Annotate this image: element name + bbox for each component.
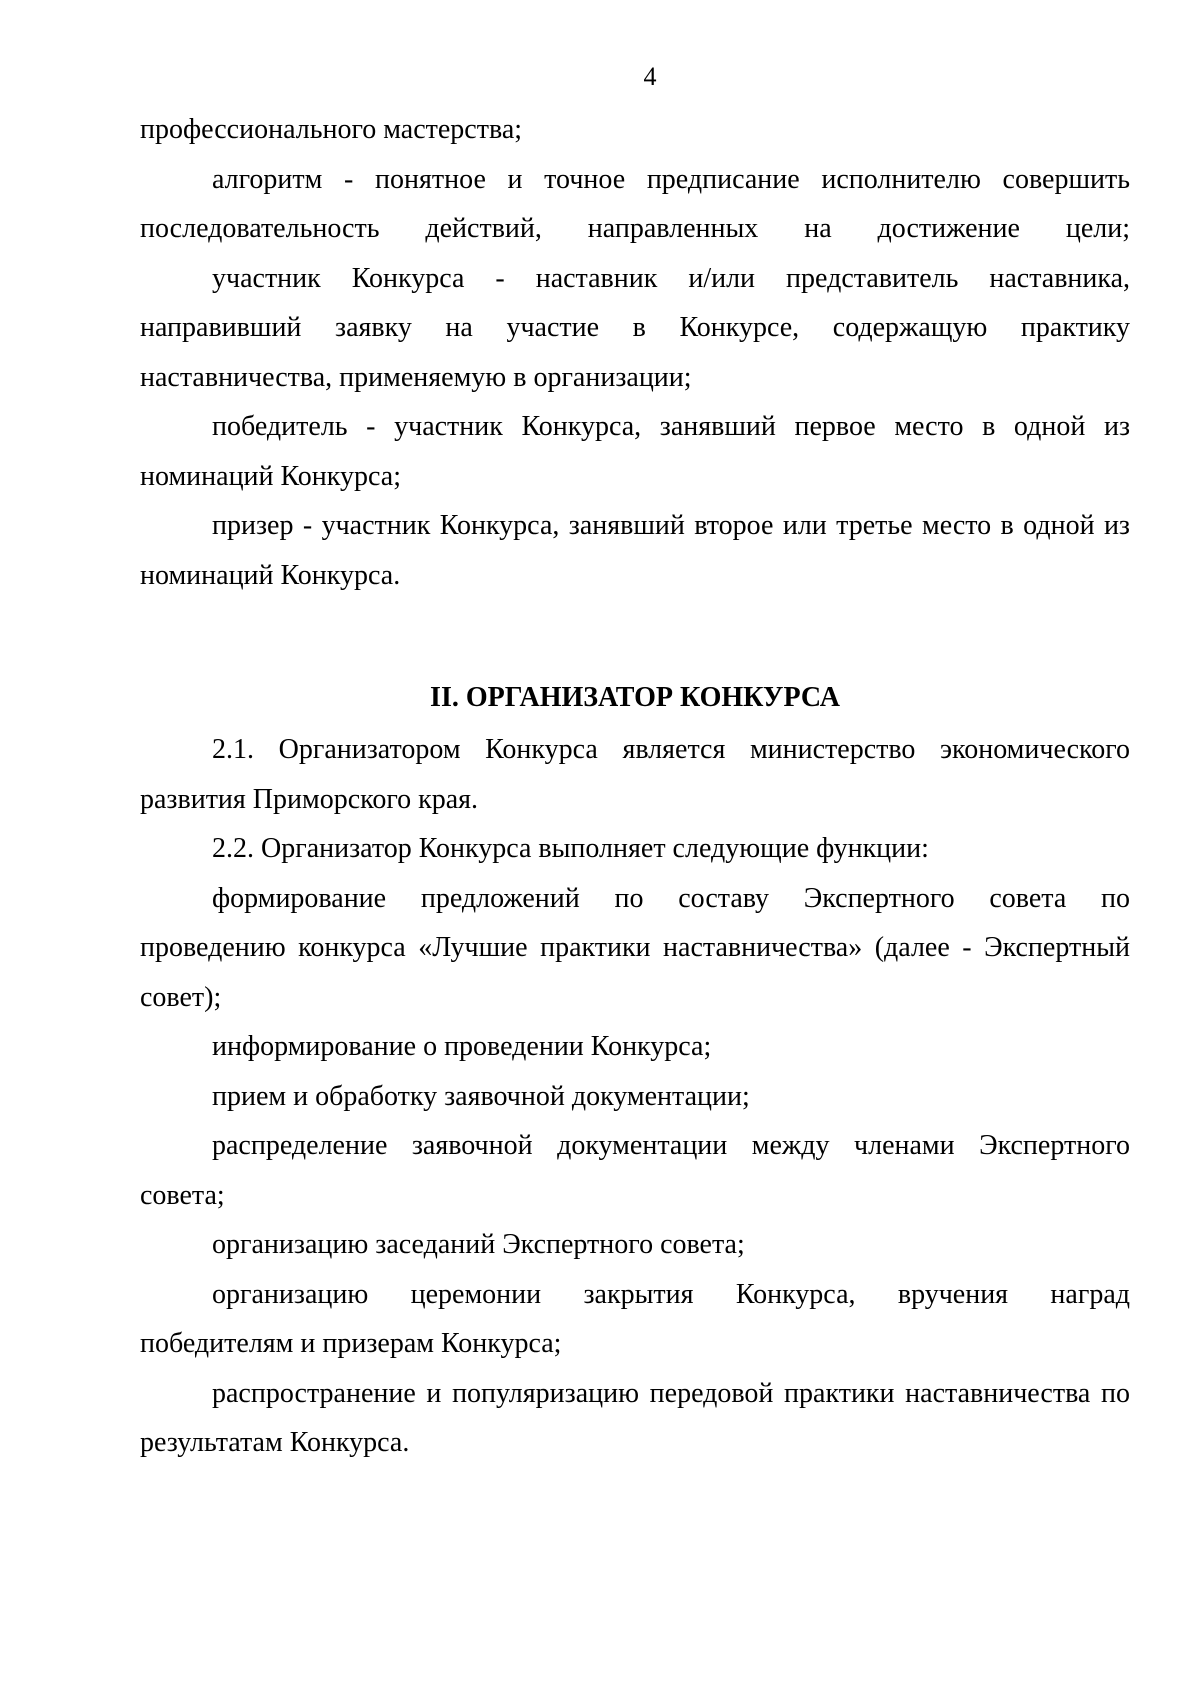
text-line: организацию церемонии закрытия Конкурса, вручения наград bbox=[212, 1279, 1130, 1310]
text-line: победителям и призерам Конкурса; bbox=[140, 1328, 562, 1359]
text-line: результатам Конкурса. bbox=[140, 1427, 410, 1458]
text-line: призер - участник Конкурса, занявший второе или третье место в одной из bbox=[212, 510, 1130, 541]
text-line: совет); bbox=[140, 982, 222, 1013]
text-line: наставничества, применяемую в организации; bbox=[140, 362, 692, 393]
text-line: победитель - участник Конкурса, занявший первое место в одной из bbox=[212, 411, 1130, 442]
text-line: организацию заседаний Экспертного совета; bbox=[212, 1229, 745, 1260]
text-line: направивший заявку на участие в Конкурсе, содержащую практику bbox=[140, 312, 1130, 343]
text-line: распространение и популяризацию передовой практики наставничества по bbox=[212, 1378, 1130, 1409]
text-line: распределение заявочной документации между членами Экспертного bbox=[212, 1130, 1130, 1161]
text-line: участник Конкурса - наставник и/или представитель наставника, bbox=[212, 263, 1130, 294]
text-line: информирование о проведении Конкурса; bbox=[212, 1031, 712, 1062]
text-line: профессионального мастерства; bbox=[140, 114, 523, 145]
text-line: 2.1. Организатором Конкурса является министерство экономического bbox=[212, 734, 1130, 765]
text-line: номинаций Конкурса. bbox=[140, 560, 401, 591]
text-line: совета; bbox=[140, 1180, 225, 1211]
text-line: номинаций Конкурса; bbox=[140, 461, 401, 492]
text-line: последовательность действий, направленных на достижение цели; bbox=[140, 213, 1130, 244]
text-line: алгоритм - понятное и точное предписание исполнителю совершить bbox=[212, 164, 1130, 195]
text-line: проведению конкурса «Лучшие практики наставничества» (далее - Экспертный bbox=[140, 932, 1130, 963]
section-heading: II. ОРГАНИЗАТОР КОНКУРСА bbox=[430, 682, 840, 713]
page-number: 4 bbox=[643, 62, 657, 91]
text-line: развития Приморского края. bbox=[140, 784, 479, 815]
text-block-bottom bbox=[140, 732, 1130, 1458]
text-line: 2.2. Организатор Конкурса выполняет следующие функции: bbox=[212, 833, 929, 864]
text-line: формирование предложений по составу Экспертного совета по bbox=[212, 883, 1130, 914]
text-line: прием и обработку заявочной документации; bbox=[212, 1081, 750, 1112]
text-block-top bbox=[140, 112, 1130, 632]
